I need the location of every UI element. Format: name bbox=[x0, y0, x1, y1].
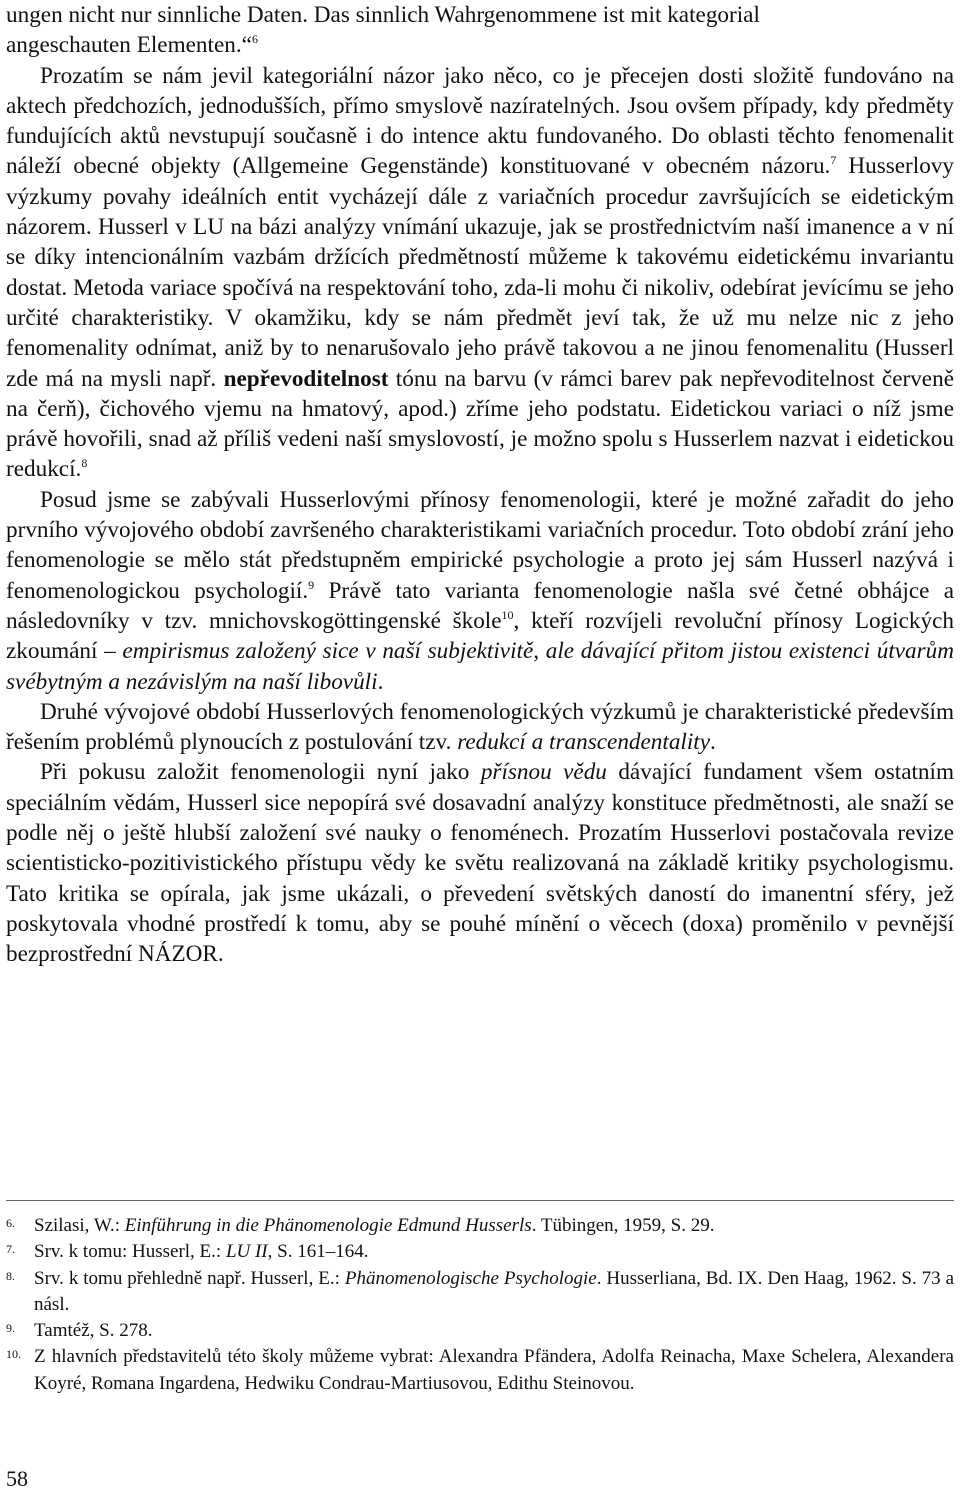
bold-term: nepřevoditelnost bbox=[223, 365, 389, 392]
footnote-text: Srv. k tomu: Husserl, E.: bbox=[34, 1241, 226, 1263]
text-run: Posud jsme se zabývali Husserlovými přínosy fenomenologii, které je možné zařadit do jeho prvního vývojového období završeného charakteristikami variačních procedur. Toto období zrání jeho fenomenologie se mělo stát předstupněm empirické psychologie a proto jej sám Husserl nazývá i fenomenologickou psychologií. bbox=[6, 486, 954, 604]
footnote-title: Einführung in die Phänomenologie Edmund Husserls bbox=[124, 1215, 532, 1236]
paragraph bbox=[6, 697, 954, 758]
footnote-ref[interactable]: 9 bbox=[308, 577, 315, 592]
footnote-text: Srv. k tomu přehledně např. Husserl, E.: bbox=[34, 1267, 345, 1289]
text-run: , kteří rozvíjeli revoluční přínosy Logických zkoumání – bbox=[6, 607, 954, 665]
paragraph bbox=[6, 61, 954, 485]
italic-phrase: redukcí a transcendentality bbox=[457, 729, 711, 756]
body-text bbox=[6, 0, 954, 970]
text-run: tónu na barvu (v rámci barev pak nepřevoditelnost červeně na čerň), čichového vjemu na hmatový, apod.) zříme jeho podstatu. Eidetickou variaci o níž jsme právě hovořili, snad až příliš vedeni naší smyslovostí, je možno spolu s Husserlem nazvat i eidetickou redukcí. bbox=[6, 365, 954, 483]
footnote-title: Phänomenologische Psychologie bbox=[344, 1267, 597, 1289]
text-line: angeschauten Elementen.“ bbox=[6, 32, 252, 59]
footnote bbox=[6, 1239, 954, 1265]
footnote-text: Szilasi, W.: bbox=[34, 1215, 125, 1236]
footnote-ref[interactable]: 7 bbox=[830, 153, 837, 168]
footnote-text: . Tübingen, 1959, S. 29. bbox=[531, 1215, 715, 1236]
text-run: Prozatím se nám jevil kategoriální názor jako něco, co je přecejen dosti složitě fundováno na aktech předchozích, jednodušších, přímo smyslově nazíratelných. Jsou ovšem případy, kdy předměty fundujících aktů nevstupují současně i do intence aktu fundovaného. Do oblasti těchto fenomenalit náleží obecné objekty (Allgemeine Gegenstände) konstituované v obecném názoru. bbox=[6, 62, 954, 180]
footnote-number: 9. bbox=[6, 1321, 15, 1336]
footnote bbox=[6, 1213, 954, 1239]
footnotes bbox=[6, 1213, 954, 1397]
text-run: Husserlovy výzkumy povahy ideálních entit vycházejí dále z variačních procedur završujících se eidetickým názorem. Husserl v LU na bázi analýzy vnímání ukazuje, jak se prostřednictvím naší imanence a v ní se díky intencionálním vazbám držících předmětností můžeme k takovému eidetickému invariantu dostat. Metoda variace spočívá na respektování toho, zda-li mohu či nikoliv, odebírat jevícímu se jeho určité charakteristiky. V okamžiku, kdy se nám předmět jeví tak, že už mu nelze nic z jeho fenomenality odnímat, aniž by to nenarušovalo jeho právě takovou a ne jinou fenomenalitu (Husserl zde má na mysli např. bbox=[6, 153, 955, 392]
italic-phrase: empirismus založený sice v naší subjektivitě, ale dávající přitom jistou existenci útvarům svébytným a nezávislým na naší libovůli bbox=[6, 638, 955, 695]
footnote-number: 7. bbox=[6, 1242, 15, 1257]
footnote-number: 6. bbox=[6, 1216, 15, 1230]
footnote-ref[interactable]: 8 bbox=[81, 456, 88, 471]
footnote-number: 8. bbox=[6, 1268, 15, 1283]
footnote-separator bbox=[6, 1200, 954, 1201]
text-run: Druhé vývojové období Husserlových fenomenologických výzkumů je charakteristické především řešením problémů plynoucích z postulování tzv. bbox=[6, 698, 954, 756]
footnote bbox=[6, 1318, 954, 1344]
footnote bbox=[6, 1266, 954, 1319]
paragraph-continuation bbox=[6, 0, 954, 61]
footnote-text: Z hlavních představitelů této školy můžeme vybrat: Alexandra Pfändera, Adolfa Reinacha, Maxe Schelera, Alexandera Koyré, Romana Ingardena, Hedwiku Condrau-Martiusovou, Edithu Steinovou. bbox=[34, 1346, 954, 1394]
footnote bbox=[6, 1344, 954, 1397]
footnote-ref[interactable]: 6 bbox=[251, 32, 258, 47]
text-run: Při pokusu založit fenomenologii nyní jako bbox=[40, 759, 481, 786]
footnote-number: 10. bbox=[6, 1347, 21, 1362]
footnote-text: Tamtéž, S. 278. bbox=[34, 1320, 153, 1342]
text-run: dávající fundament všem ostatním speciálním vědám, Husserl sice nepopírá své dosavadní analýzy konstituce předmětnosti, ale snaží se podle něj o ještě hlubší založení své nauky o fenoménech. Prozatím Husserlovi postačovala revize scientisticko-pozitivistického přístupu vědy ke světu realizovaná na základě kritiky psychologismu. Tato kritika se opírala, jak jsme ukázali, o převedení světských daností do imanentní sféry, jež poskytovala vhodné prostředí k tomu, aby se pouhé mínění o věcech (doxa) proměnilo v pevnější bezprostřední NÁZOR. bbox=[6, 759, 954, 968]
page-number: 58 bbox=[6, 1466, 28, 1491]
footnote-title: LU II bbox=[225, 1241, 268, 1263]
text-run: Právě tato varianta fenomenologie našla své četné obhájce a následovníky v tzv. mnichovskogöttingenské škole bbox=[6, 577, 954, 634]
text-run: . bbox=[710, 729, 716, 756]
footnote-text: , S. 161–164. bbox=[267, 1241, 369, 1263]
text-line: ungen nicht nur sinnliche Daten. Das sinnlich Wahrgenommene ist mit kategorial bbox=[6, 2, 760, 28]
footnote-text: . Husserliana, Bd. IX. Den Haag, 1962. S. 73 a násl. bbox=[34, 1267, 955, 1315]
italic-phrase: přísnou vědu bbox=[480, 759, 607, 786]
text-run: . bbox=[377, 668, 384, 695]
footnote-ref[interactable]: 10 bbox=[501, 607, 514, 622]
paragraph bbox=[6, 485, 954, 697]
paragraph bbox=[6, 757, 954, 969]
